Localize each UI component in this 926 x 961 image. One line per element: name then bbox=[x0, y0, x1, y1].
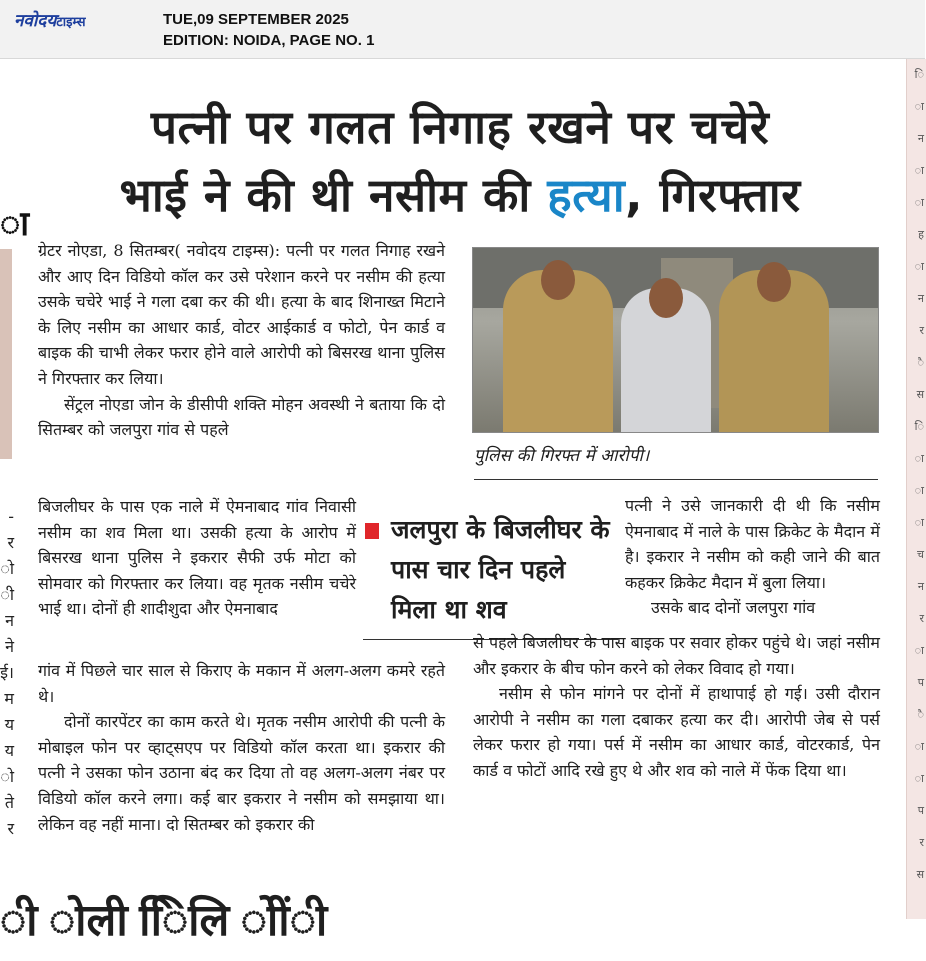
cropped-char: ा bbox=[914, 644, 924, 657]
edition-page: EDITION: NOIDA, PAGE NO. 1 bbox=[163, 32, 375, 49]
caption-divider bbox=[474, 479, 878, 480]
cropped-left-heading: ा bbox=[0, 204, 30, 244]
cropped-char: र bbox=[919, 324, 924, 337]
cropped-char: ा bbox=[914, 196, 924, 209]
article-paragraph: से पहले बिजलीघर के पास बाइक पर सवार होकर पहुंचे थे। जहां नसीम और इकरार के बीच फोन करने को लेकर विवाद हो गया। bbox=[473, 633, 880, 678]
article-col2-top bbox=[625, 493, 880, 621]
cropped-char: ा bbox=[914, 100, 924, 113]
newspaper-page bbox=[0, 59, 925, 946]
headline-line-2-post: , गिरफ्तार bbox=[625, 168, 801, 222]
article-paragraph: सेंट्रल नोएडा जोन के डीसीपी शक्ति मोहन अवस्थी ने बताया कि दो सितम्बर को जलपुरा गांव से पहले bbox=[38, 394, 445, 440]
cropped-char: ने bbox=[5, 637, 14, 656]
cropped-char: ि bbox=[914, 420, 924, 433]
headline-line-2 bbox=[30, 161, 890, 229]
logo-main: नवोदय bbox=[14, 11, 57, 31]
article-paragraph: नसीम से फोन मांगने पर दोनों में हाथापाई हो गई। उसी दौरान आरोपी ने नसीम का गला दबाकर हत्या कर दी। आरोपी जेब से पर्स लेकर फरार हो गया। पर्स में नसीम का आधार कार्ड, वोटरकार्ड, पेन कार्ड व फोटों आदि रखे हुए थे और शव को नाले में फेंक दिया था। bbox=[473, 684, 880, 780]
cropped-char: र bbox=[7, 819, 14, 838]
cropped-char: - bbox=[8, 507, 14, 526]
photo-caption: पुलिस की गिरफ्त में आरोपी। bbox=[474, 446, 650, 466]
cropped-char: ी bbox=[0, 585, 14, 604]
article-col2-bottom bbox=[473, 630, 880, 784]
article-headline bbox=[30, 93, 890, 229]
cropped-char: स bbox=[916, 868, 924, 881]
cropped-char: ते bbox=[4, 793, 14, 812]
cropped-char: च bbox=[917, 548, 924, 561]
cropped-char: ै bbox=[917, 708, 924, 721]
pull-quote-text: जलपुरा के बिजलीघर के पास चार दिन पहले मिला था शव bbox=[391, 515, 610, 624]
cropped-char: ा bbox=[914, 740, 924, 753]
cropped-char: ा bbox=[914, 452, 924, 465]
cropped-next-headline: ी ोली ििलि ोींी bbox=[0, 895, 328, 946]
article-col1-bottom bbox=[38, 658, 445, 837]
cropped-right-column bbox=[906, 59, 926, 919]
cropped-char: न bbox=[917, 580, 924, 593]
cropped-char: ा bbox=[914, 260, 924, 273]
logo-sub: टाइम्स bbox=[56, 15, 86, 30]
article-paragraph: उसके बाद दोनों जलपुरा गांव bbox=[651, 598, 816, 618]
cropped-char: ो bbox=[0, 559, 14, 578]
header-bar bbox=[0, 0, 925, 59]
article-paragraph: बिजलीघर के पास एक नाले में ऐमनाबाद गांव निवासी नसीम का शव मिला था। उसकी हत्या के आरोप में बिसरख थाना पुलिस ने इकरार सैफी उर्फ मोटा को सोमवार को गिरफ्तार कर लिया। वह मृतक नसीम चचेरे भाई था। दोनों ही शादीशुदा और ऐमनाबाद bbox=[38, 497, 356, 619]
pull-quote-marker bbox=[365, 523, 379, 539]
cropped-char: ा bbox=[914, 164, 924, 177]
cropped-char: र bbox=[919, 612, 924, 625]
cropped-char: य bbox=[4, 715, 14, 734]
edition-info bbox=[163, 9, 374, 51]
article-col1-top bbox=[38, 238, 445, 443]
cropped-char: स bbox=[916, 388, 924, 401]
headline-line-2-pre: भाई ने की थी नसीम की bbox=[119, 168, 548, 222]
cropped-char: ई। bbox=[0, 663, 14, 682]
cropped-char: र bbox=[7, 533, 14, 552]
article-paragraph: पत्नी ने उसे जानकारी दी थी कि नसीम ऐमनाबाद में नाले के पास क्रिकेट के मैदान में है। इकरार ने नसीम को कही जाने की बात कहकर क्रिकेट मैदान में बुला लिया। bbox=[625, 496, 880, 592]
cropped-left-column bbox=[0, 504, 14, 842]
cropped-char: य bbox=[4, 741, 14, 760]
newspaper-logo[interactable] bbox=[14, 8, 86, 34]
headline-line-1: पत्नी पर गलत निगाह रखने पर चचेरे bbox=[150, 100, 770, 154]
article-paragraph: दोनों कारपेंटर का काम करते थे। मृतक नसीम आरोपी की पत्नी के मोबाइल फोन पर व्हाट्सएप पर विडियो कॉल करता था। इकरार की पत्नी ने उसका फोन उठाना बंद कर दिया तो वह अलग-अलग नंबर पर विडियो कॉल करने लगा। कई बार इकरार ने नसीम को समझाया था। लेकिन वह नहीं माना। दो सितम्बर को इकरार की bbox=[38, 712, 445, 834]
headline-highlight: हत्या bbox=[547, 168, 626, 222]
cropped-char: प bbox=[917, 804, 924, 817]
issue-date: TUE,09 SEPTEMBER 2025 bbox=[163, 11, 349, 28]
cropped-char: र bbox=[919, 836, 924, 849]
cropped-char: ा bbox=[914, 516, 924, 529]
article-col1-narrow bbox=[38, 494, 356, 622]
cropped-char: ि bbox=[914, 68, 924, 81]
cropped-char: प bbox=[917, 676, 924, 689]
article-photo[interactable] bbox=[472, 247, 879, 433]
cropped-char: ो bbox=[0, 767, 14, 786]
cropped-char: ै bbox=[917, 356, 924, 369]
cropped-char: ा bbox=[914, 772, 924, 785]
pull-quote bbox=[365, 510, 615, 630]
cropped-char: न bbox=[917, 132, 924, 145]
cropped-char: ह bbox=[918, 228, 924, 241]
cropped-char: न bbox=[5, 611, 14, 630]
cropped-left-photo bbox=[0, 249, 12, 459]
cropped-char: न bbox=[917, 292, 924, 305]
article-paragraph: गांव में पिछले चार साल से किराए के मकान में अलग-अलग कमरे रहते थे। bbox=[38, 661, 445, 706]
cropped-char: म bbox=[4, 689, 14, 708]
article-paragraph: ग्रेटर नोएडा, 8 सितम्बर( नवोदय टाइम्स): पत्नी पर गलत निगाह रखने और आए दिन विडियो कॉल कर उसे परेशान करने पर नसीम की हत्या उसके चचेरे भाई ने गला दबा कर की थी। हत्या के बाद शिनाख्त मिटाने के लिए नसीम का आधार कार्ड, वोटर आईकार्ड व फोटो, पेन कार्ड व बाइक की चाभी लेकर फरार होने वाले आरोपी को बिसरख थाना पुलिस ने गिरफ्तार कर लिया। bbox=[38, 241, 445, 388]
cropped-char: ा bbox=[914, 484, 924, 497]
